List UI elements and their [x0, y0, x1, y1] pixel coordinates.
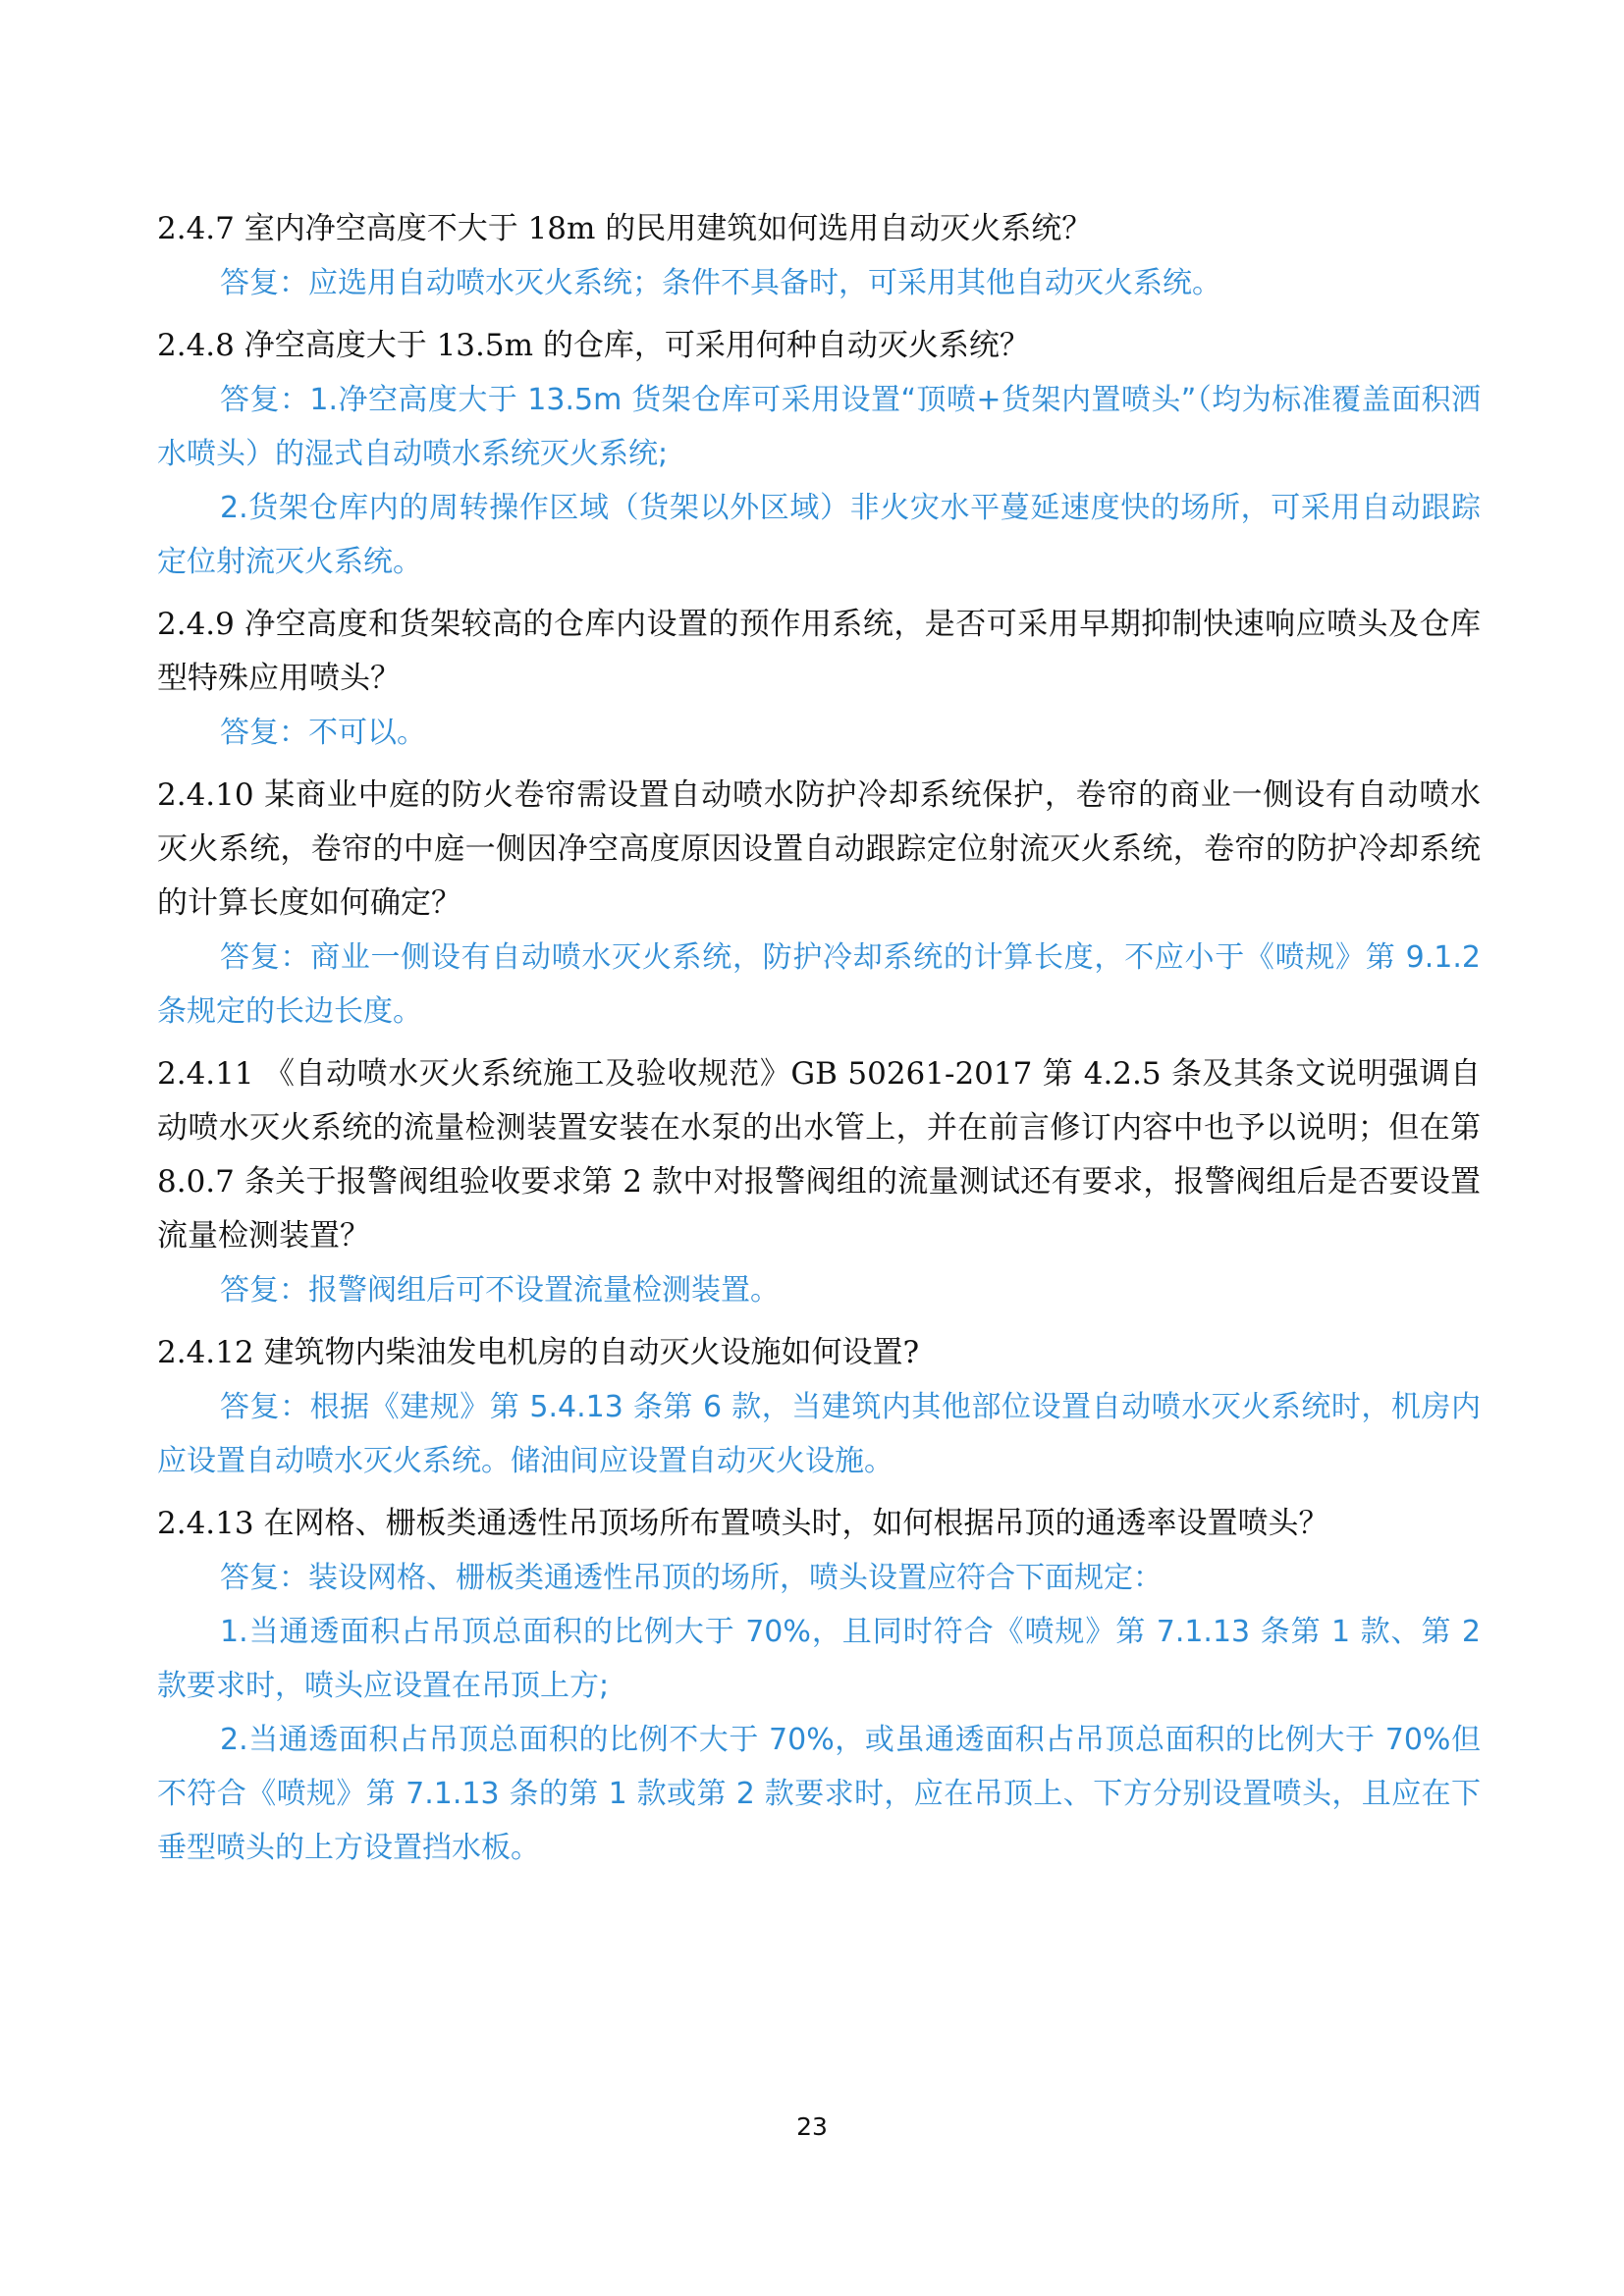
question-2-4-13: 2.4.13 在网格、栅板类通透性吊顶场所布置喷头时，如何根据吊顶的通透率设置喷头？ [157, 1506, 1329, 1541]
answer-2-4-7: 答复：应选用自动喷水灭火系统；条件不具备时，可采用其他自动灭火系统。 [220, 266, 1221, 300]
qa-item-2-4-11 [157, 1047, 1481, 1317]
answer-2-4-8-part-1: 答复：1.净空高度大于 13.5m 货架仓库可采用设置“顶喷+货架内置喷头”（均为标准覆盖面积洒水喷头）的湿式自动喷水系统灭火系统; [157, 383, 1481, 471]
qa-content [157, 202, 1481, 1875]
question-2-4-9: 2.4.9 净空高度和货架较高的仓库内设置的预作用系统，是否可采用早期抑制快速响应喷头及仓库型特殊应用喷头？ [157, 607, 1481, 696]
answer-2-4-9: 答复：不可以。 [220, 716, 426, 750]
question-2-4-10: 2.4.10 某商业中庭的防火卷帘需设置自动喷水防护冷却系统保护，卷帘的商业一侧设有自动喷水灭火系统，卷帘的中庭一侧因净空高度原因设置自动跟踪定位射流灭火系统，卷帘的防护冷却系统的计算长度如何确定？ [157, 777, 1481, 921]
question-2-4-12: 2.4.12 建筑物内柴油发电机房的自动灭火设施如何设置? [157, 1335, 920, 1370]
qa-item-2-4-8 [157, 319, 1481, 589]
page-number: 23 [796, 2112, 828, 2141]
answer-2-4-11: 答复：报警阀组后可不设置流量检测装置。 [220, 1273, 780, 1308]
answer-2-4-10: 答复：商业一侧设有自动喷水灭火系统，防护冷却系统的计算长度，不应小于《喷规》第 9.1.2 条规定的长边长度。 [157, 940, 1481, 1029]
qa-item-2-4-9 [157, 598, 1481, 760]
question-2-4-11: 2.4.11 《自动喷水灭火系统施工及验收规范》GB 50261-2017 第 4.2.5 条及其条文说明强调自动喷水灭火系统的流量检测装置安装在水泵的出水管上，并在前言修订内容中也予以说明；但在第 8.0.7 条关于报警阀组验收要求第 2 款中对报警阀组的流量测试还有要求，报警阀组后是否要设置流量检测装置？ [157, 1056, 1481, 1254]
qa-item-2-4-13 [157, 1497, 1481, 1875]
answer-2-4-13-intro: 答复：装设网格、栅板类通透性吊顶的场所，喷头设置应符合下面规定： [220, 1561, 1163, 1595]
answer-2-4-8-part-2: 2.货架仓库内的周转操作区域（货架以外区域）非火灾水平蔓延速度快的场所，可采用自动跟踪定位射流灭火系统。 [157, 491, 1481, 579]
answer-2-4-13-part-2: 2.当通透面积占吊顶总面积的比例不大于 70%，或虽通透面积占吊顶总面积的比例大于 70%但不符合《喷规》第 7.1.13 条的第 1 款或第 2 款要求时，应在吊顶上、下方分别设置喷头，且应在下垂型喷头的上方设置挡水板。 [157, 1723, 1481, 1865]
answer-2-4-12: 答复：根据《建规》第 5.4.13 条第 6 款，当建筑内其他部位设置自动喷水灭火系统时，机房内应设置自动喷水灭火系统。储油间应设置自动灭火设施。 [157, 1390, 1481, 1478]
qa-item-2-4-7 [157, 202, 1481, 310]
question-2-4-7: 2.4.7 室内净空高度不大于 18m 的民用建筑如何选用自动灭火系统？ [157, 211, 1093, 246]
qa-item-2-4-12 [157, 1326, 1481, 1488]
qa-item-2-4-10 [157, 769, 1481, 1039]
question-2-4-8: 2.4.8 净空高度大于 13.5m 的仓库，可采用何种自动灭火系统？ [157, 328, 1030, 363]
answer-2-4-13-part-1: 1.当通透面积占吊顶总面积的比例大于 70%，且同时符合《喷规》第 7.1.13 条第 1 款、第 2 款要求时，喷头应设置在吊顶上方; [157, 1615, 1481, 1703]
